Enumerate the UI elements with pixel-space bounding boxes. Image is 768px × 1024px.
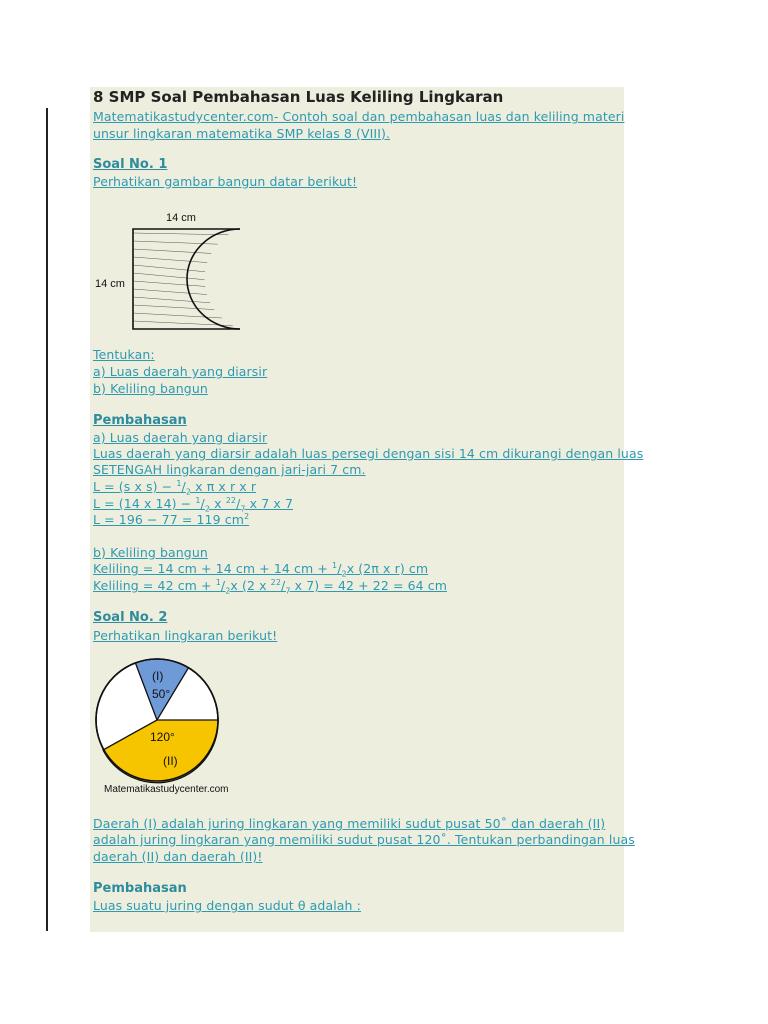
pembahasan-2-line-1[interactable]: Luas suatu juring dengan sudut θ adalah : (93, 898, 361, 913)
figure-1-top-label: 14 cm (166, 212, 196, 224)
figure-circle-sectors (90, 656, 235, 801)
page-title: 8 SMP Soal Pembahasan Luas Keliling Lingkaran (93, 88, 504, 106)
question-a[interactable]: a) Luas daerah yang diarsir (93, 364, 268, 379)
angle-ii: 120° (150, 730, 175, 744)
figure-square-semicircle (90, 205, 250, 335)
formula-line-2[interactable]: L = (14 x $14) - ^1/_2$ x $^{22}/_7$ x 7 x 7 (93, 495, 294, 514)
soal-2-prompt[interactable]: Perhatikan lingkaran berikut! (93, 628, 278, 643)
answer-a-line-1[interactable]: Luas daerah yang diarsir adalah luas persegi dengan sisi 14 cm dikurangi dengan luas (93, 446, 644, 461)
formula-line-3[interactable]: L = 196 − 77 = 119 $cm^2$ (93, 511, 250, 527)
soal-2-question-line-3[interactable]: daerah (II) dan daerah (II)! (93, 849, 263, 864)
tentukan-label[interactable]: Tentukan: (93, 347, 155, 362)
answer-a-line-2[interactable]: SETENGAH lingkaran dengan jari-jari 7 cm. (93, 462, 366, 477)
formula-line-1[interactable]: L = (s x $s) - ^1/_2$ x π x r x r (93, 478, 257, 497)
keliling-line-1[interactable]: Keliling = 14 cm + 14 cm + 14 cm + $^1/_2x$ (2π x r) cm (93, 560, 429, 579)
answer-b-title[interactable]: b) Keliling bangun (93, 545, 208, 560)
figure-1-side-label: 14 cm (95, 278, 125, 290)
figure-watermark: Matematikastudycenter.com (104, 784, 229, 795)
soal-1-prompt[interactable]: Perhatikan gambar bangun datar berikut! (93, 174, 358, 189)
answer-a-title[interactable]: a) Luas daerah yang diarsir (93, 430, 268, 445)
soal-2-heading[interactable]: Soal No. 2 (93, 610, 168, 625)
angle-i: 50° (152, 687, 171, 701)
label-i: (I) (152, 669, 164, 683)
keliling-line-2[interactable]: Keliling = 42 cm + $^1/_2x$ (2 x $^{22}/_7$ x 7) = 42 + 22 = 64 cm (93, 577, 448, 596)
intro-line-1[interactable]: Matematikastudycenter.com- Contoh soal dan pembahasan luas dan keliling materi (93, 109, 625, 124)
left-margin-line (46, 108, 48, 931)
soal-2-question-line-2[interactable]: adalah juring lingkaran yang memiliki sudut pusat 120˚. Tentukan perbandingan luas (93, 832, 635, 847)
pembahasan-1-heading[interactable]: Pembahasan (93, 413, 187, 428)
soal-1-heading[interactable]: Soal No. 1 (93, 157, 168, 172)
question-b[interactable]: b) Keliling bangun (93, 381, 208, 396)
intro-line-2[interactable]: unsur lingkaran matematika SMP kelas 8 (VIII). (93, 126, 391, 141)
label-ii: (II) (163, 754, 178, 768)
pembahasan-2-heading: Pembahasan (93, 881, 187, 896)
soal-2-question-line-1[interactable]: Daerah (I) adalah juring lingkaran yang memiliki sudut pusat 50˚ dan daerah (II) (93, 816, 606, 831)
